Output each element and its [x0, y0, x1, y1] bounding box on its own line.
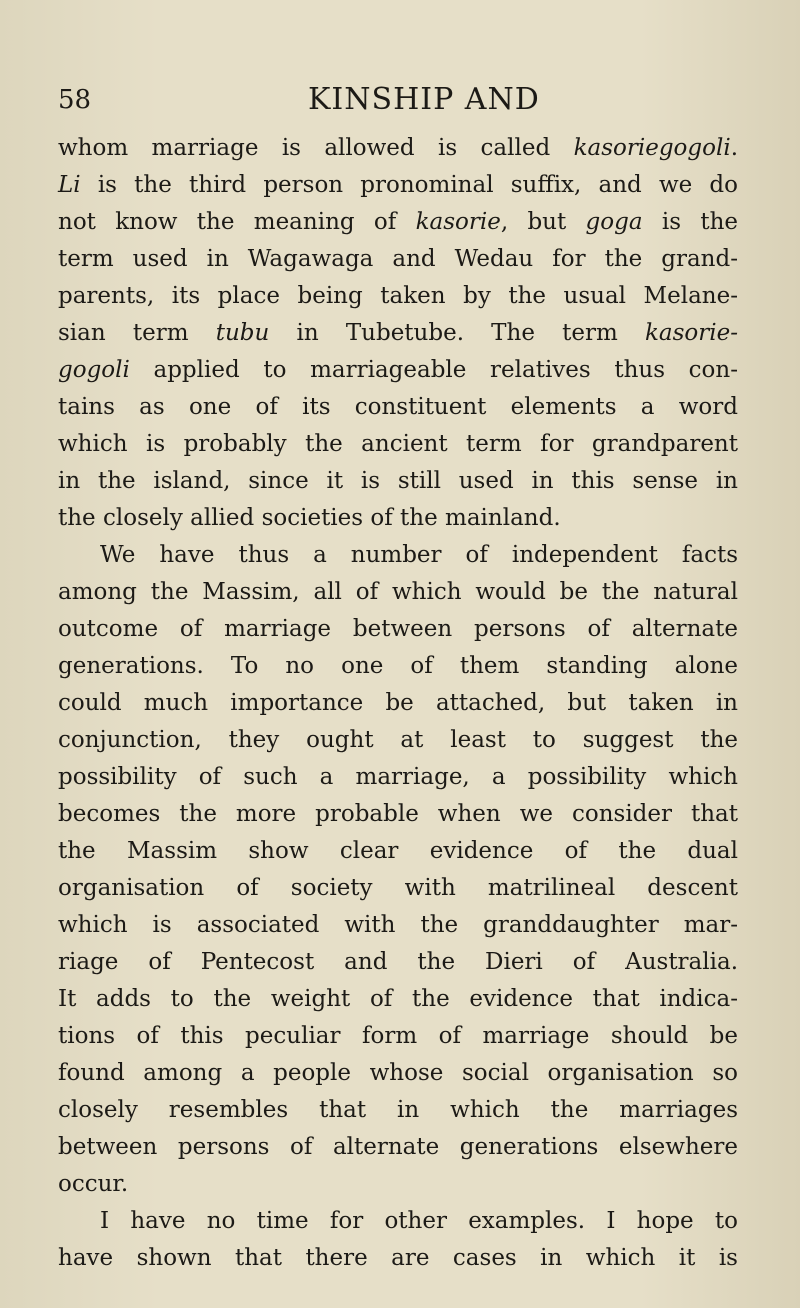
page-header	[0, 80, 800, 120]
text-line: sian term tubu in Tubetube. The term kasorie-	[58, 320, 738, 346]
text-line: have shown that there are cases in which it is	[58, 1245, 738, 1271]
italic-term: kasorie	[415, 209, 501, 235]
text-line: among the Massim, all of which would be the natural	[58, 579, 738, 605]
text-line: the Massim show clear evidence of the dual	[58, 838, 738, 864]
text-line: conjunction, they ought at least to suggest the	[58, 727, 738, 753]
italic-term: gogoli	[58, 357, 130, 383]
italic-term: tubu	[215, 320, 270, 346]
text-line: the closely allied societies of the mainland.	[58, 505, 561, 531]
line-segment: whom marriage is allowed is called	[58, 135, 574, 161]
text-line: occur.	[58, 1171, 129, 1197]
text-line: gogoli applied to marriageable relatives thus con-	[58, 357, 738, 383]
italic-term: kasoriegogoli	[573, 135, 731, 161]
text-line: I have no time for other examples. I hope to	[100, 1208, 738, 1234]
text-line: parents, its place being taken by the usual Melane-	[58, 283, 738, 309]
text-line: becomes the more probable when we consider that	[58, 801, 738, 827]
text-line: whom marriage is allowed is called kasoriegogoli.	[58, 135, 738, 161]
text-line: We have thus a number of independent facts	[100, 542, 738, 568]
text-line: riage of Pentecost and the Dieri of Australia.	[58, 949, 738, 975]
text-line: tains as one of its constituent elements a word	[58, 394, 738, 420]
text-line: organisation of society with matrilineal descent	[58, 875, 738, 901]
text-line: term used in Wagawaga and Wedau for the grand-	[58, 246, 738, 272]
italic-term: Li	[58, 172, 81, 198]
text-line: tions of this peculiar form of marriage should be	[58, 1023, 738, 1049]
text-line: between persons of alternate generations elsewhere	[58, 1134, 738, 1160]
text-line: not know the meaning of kasorie, but goga is the	[58, 209, 738, 235]
page-number: 58	[58, 85, 92, 115]
text-line: which is probably the ancient term for grandparent	[58, 431, 738, 457]
text-line: possibility of such a marriage, a possibility which	[58, 764, 738, 790]
running-head: KINSHIP AND	[308, 82, 540, 117]
text-line: generations. To no one of them standing alone	[58, 653, 738, 679]
italic-term: kasorie-	[644, 320, 738, 346]
text-line: could much importance be attached, but taken in	[58, 690, 738, 716]
text-line: found among a people whose social organisation so	[58, 1060, 738, 1086]
text-line: outcome of marriage between persons of alternate	[58, 616, 738, 642]
italic-term: goga	[585, 209, 643, 235]
body-text	[58, 130, 738, 1277]
text-line: It adds to the weight of the evidence that indica-	[58, 986, 738, 1012]
text-line: in the island, since it is still used in this sense in	[58, 468, 738, 494]
text-line: Li is the third person pronominal suffix, and we do	[58, 172, 738, 198]
text-line: which is associated with the granddaughter mar-	[58, 912, 738, 938]
text-line: closely resembles that in which the marriages	[58, 1097, 738, 1123]
